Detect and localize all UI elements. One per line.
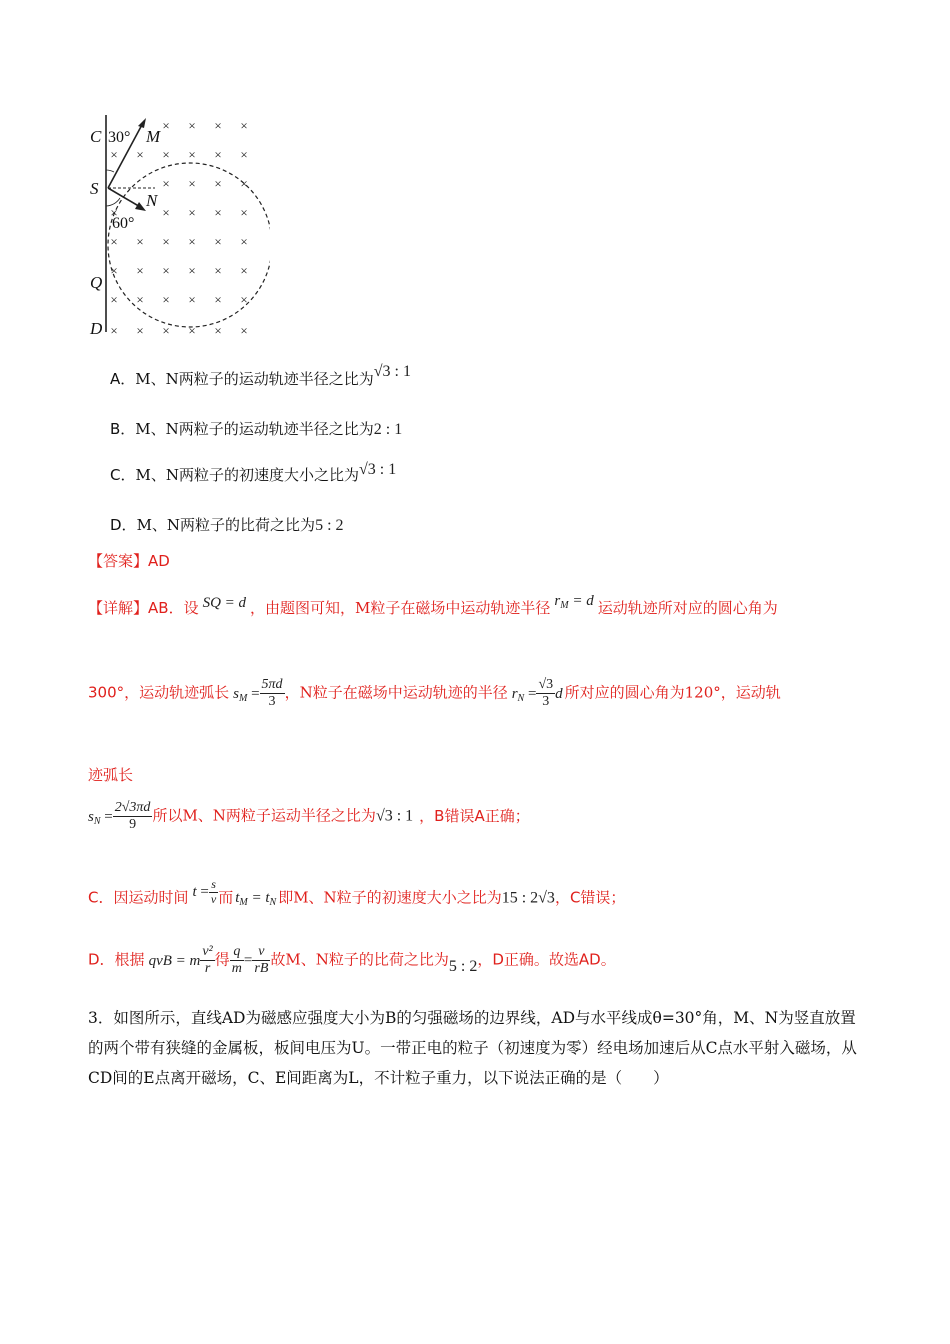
field-x-mark: × — [188, 205, 196, 220]
field-x-mark: × — [162, 234, 170, 249]
explanation-l1-c: 运动轨迹所对应的圆心角为 — [597, 599, 778, 617]
label-n: N — [146, 191, 158, 210]
explanation-l5-math: 15 : 2√3 — [501, 889, 555, 907]
arrowhead-n-icon — [135, 202, 146, 211]
field-x-mark: × — [240, 118, 248, 133]
option-a-label: A． — [110, 370, 136, 388]
option-b-math: 2 : 1 — [373, 421, 403, 438]
fraction-numerator: v² — [200, 944, 214, 961]
explanation-l1-math2 — [554, 593, 593, 609]
field-x-mark: × — [240, 147, 248, 162]
explanation-l2-a: 300°，运动轨迹弧长 — [88, 683, 230, 702]
field-x-mark: × — [214, 263, 222, 278]
r-n-subscript: N — [517, 692, 525, 704]
label-s: S — [90, 179, 99, 198]
field-x-mark: × — [162, 118, 170, 133]
explanation-l5-eq — [235, 890, 277, 909]
label-m: M — [146, 127, 161, 146]
option-a-text: M、N两粒子的运动轨迹半径之比为 — [135, 370, 374, 388]
explanation-l4-sn: $s_N$ = — [88, 808, 113, 827]
label-60: 60° — [112, 215, 135, 232]
fraction-2sqrt3pid-9 — [113, 800, 153, 833]
fraction-numerator: 5πd — [260, 677, 285, 694]
option-b-text: M、N两粒子的运动轨迹半径之比为 — [135, 420, 374, 438]
option-b — [110, 418, 402, 439]
explanation-l1-a: AB．设 — [148, 599, 199, 617]
explanation-l6-d: ，D正确。故选AD。 — [477, 950, 616, 969]
r-m-rhs: = d — [572, 593, 594, 609]
field-x-mark: × — [136, 263, 144, 278]
option-a-math: √3 : 1 — [373, 363, 411, 380]
explanation-line-4 — [88, 800, 530, 833]
t-n-subscript: N — [269, 897, 277, 909]
explanation-tag: 【详解】 — [88, 599, 149, 617]
field-x-mark: × — [240, 323, 248, 338]
explanation-l2-c: 所对应的圆心角为120°，运动轨 — [564, 683, 781, 702]
field-x-mark: × — [188, 323, 196, 338]
field-x-mark: × — [162, 205, 170, 220]
fraction-denominator: 9 — [129, 817, 137, 833]
label-c: C — [90, 127, 102, 146]
field-x-mark: × — [136, 292, 144, 307]
explanation-l6-c: 故M、N粒子的比荷之比为 — [270, 950, 449, 969]
explanation-l5-b: 而 — [218, 888, 234, 907]
arrowhead-m-icon — [138, 118, 146, 128]
fraction-numerator: s — [209, 878, 218, 893]
field-x-mark: × — [188, 234, 196, 249]
fraction-denominator: rB — [254, 961, 269, 977]
t-m-subscript: M — [239, 897, 248, 909]
field-x-mark: × — [110, 205, 118, 220]
field-x-mark: × — [214, 292, 222, 307]
fraction-5pid-3 — [260, 677, 285, 710]
option-c — [110, 461, 397, 485]
field-x-mark: × — [136, 234, 144, 249]
field-x-mark: × — [136, 147, 144, 162]
fraction-denominator: 3 — [268, 694, 276, 710]
option-d-text: M、N两粒子的比荷之比为 — [136, 516, 316, 534]
field-x-mark: × — [214, 147, 222, 162]
option-a — [110, 363, 411, 389]
explanation-l3: 迹弧长 — [88, 766, 134, 784]
field-x-mark: × — [162, 323, 170, 338]
r-n-symbol: r — [511, 685, 518, 702]
explanation-l6-eq: = — [243, 952, 253, 969]
explanation-line-1 — [88, 593, 778, 619]
t-n-symbol: = t — [251, 890, 270, 907]
fraction-sqrt3-3 — [536, 677, 555, 710]
fraction-q-m — [230, 944, 244, 977]
label-30: 30° — [108, 129, 131, 146]
option-d — [110, 514, 344, 535]
field-x-mark: × — [240, 292, 248, 307]
field-x-mark: × — [214, 176, 222, 191]
explanation-l2-sm: $s_M$ = — [233, 685, 260, 704]
s-n-symbol: s — [88, 808, 94, 825]
t-m-symbol: t — [235, 890, 240, 907]
field-x-mark: × — [214, 234, 222, 249]
field-x-mark: × — [240, 205, 248, 220]
field-x-mark: × — [240, 234, 248, 249]
field-x-mark: × — [188, 147, 196, 162]
option-d-math: 5 : 2 — [315, 517, 344, 534]
field-x-mark: × — [188, 118, 196, 133]
field-x-mark: × — [188, 263, 196, 278]
field-x-mark: × — [162, 292, 170, 307]
option-c-text: M、N两粒子的初速度大小之比为 — [135, 466, 359, 484]
label-d: D — [90, 319, 103, 338]
explanation-line-2 — [88, 677, 781, 710]
option-c-label: C． — [110, 466, 136, 484]
r-m-subscript: M — [560, 600, 569, 611]
field-x-mark: × — [240, 263, 248, 278]
fraction-numerator: q — [230, 944, 244, 961]
field-x-mark: × — [110, 263, 118, 278]
explanation-line-6 — [88, 944, 616, 977]
explanation-l6-math: 5 : 2 — [448, 957, 478, 975]
explanation-l1-b: ，由题图可知，M粒子在磁场中运动轨迹半径 — [250, 599, 551, 617]
answer-value: AD — [148, 552, 170, 570]
explanation-l5-a: C．因运动时间 — [88, 888, 189, 907]
field-x-mark: × — [136, 323, 144, 338]
fraction-denominator: v — [210, 891, 217, 906]
explanation-l6-m1: qvB = m — [148, 952, 201, 969]
field-x-mark: × — [214, 205, 222, 220]
s-m-subscript: M — [238, 692, 248, 704]
answer-line — [88, 550, 170, 571]
fraction-denominator: m — [231, 961, 242, 977]
field-x-mark: × — [162, 176, 170, 191]
field-x-mark: × — [110, 234, 118, 249]
field-x-mark: × — [110, 147, 118, 162]
field-x-mark: × — [188, 176, 196, 191]
s-n-subscript: N — [93, 815, 101, 827]
fraction-denominator: r — [204, 961, 211, 977]
equals-sign: = — [196, 884, 209, 901]
explanation-l4-a: 所以M、N两粒子运动半径之比为 — [152, 806, 376, 825]
explanation-l6-a: D．根据 — [88, 950, 145, 969]
field-x-mark: × — [162, 147, 170, 162]
explanation-line-3 — [88, 764, 133, 785]
field-x-mark: × — [188, 292, 196, 307]
fraction-v2-r — [200, 944, 214, 977]
field-x-mark: × — [214, 323, 222, 338]
answer-tag: 【答案】 — [88, 552, 149, 570]
explanation-l6-b: 得 — [214, 950, 230, 969]
s-m-symbol: s — [233, 685, 239, 702]
explanation-line-5 — [88, 877, 626, 913]
label-q: Q — [90, 273, 103, 292]
explanation-l2-d: d — [555, 685, 563, 702]
t-symbol: t — [192, 884, 197, 901]
option-b-label: B． — [110, 420, 136, 438]
fraction-s-v — [209, 878, 218, 907]
field-x-mark: × — [240, 176, 248, 191]
field-x-mark: × — [162, 263, 170, 278]
magnetic-field-diagram — [80, 110, 270, 345]
explanation-l4-math: √3 : 1 — [375, 807, 414, 825]
explanation-l5-c: 即M、N粒子的初速度大小之比为 — [278, 888, 502, 907]
question-3: 3．如图所示，直线AD为磁感应强度大小为B的匀强磁场的边界线，AD与水平线成θ=30°角，M、N为竖直放置的两个带有狭缝的金属板，板间电压为U。一带正电的粒子（初速度为零）经电场加速后从C点水平射入磁场，从CD间的E点离开磁场，C、E间距离为L，不计粒子重力，以下说法正确的是（ ） — [88, 1009, 857, 1087]
option-c-math: √3 : 1 — [358, 461, 397, 478]
fraction-numerator: 2√3πd — [113, 800, 153, 817]
explanation-l2-b: ，N粒子在磁场中运动轨迹的半径 — [284, 683, 508, 702]
fraction-v-rb — [252, 944, 270, 977]
option-d-label: D． — [110, 516, 137, 534]
explanation-l5-d: ，C错误； — [554, 888, 626, 907]
fraction-numerator: v — [252, 944, 270, 961]
field-x-mark: × — [110, 323, 118, 338]
explanation-l2-rn: $r_N$ = — [511, 685, 537, 704]
explanation-l1-math1: SQ = d — [202, 595, 247, 611]
fraction-numerator: √3 — [536, 677, 555, 694]
explanation-l4-b: ，B错误A正确； — [419, 806, 530, 825]
angle-arc-30 — [106, 170, 114, 172]
fraction-denominator: 3 — [542, 694, 550, 710]
field-x-mark: × — [214, 118, 222, 133]
r-m-symbol: r — [554, 593, 561, 609]
field-x-mark: × — [110, 292, 118, 307]
